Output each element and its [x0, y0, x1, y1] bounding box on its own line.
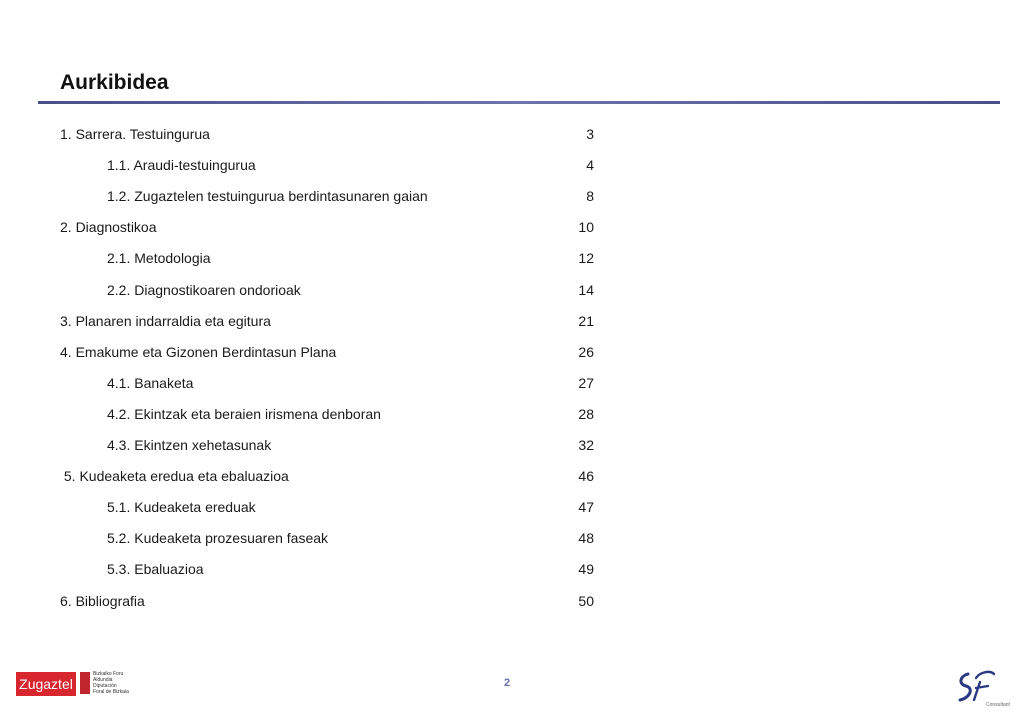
toc-entry-page: 26 — [578, 343, 594, 360]
toc-entry-page: 49 — [578, 561, 594, 578]
institution-line: Aldundia — [93, 677, 113, 683]
toc-entry-title: 2. Diagnostikoa — [60, 219, 157, 236]
toc-entry[interactable] — [0, 186, 600, 206]
toc-entry-page: 8 — [586, 188, 594, 205]
page-number: 2 — [504, 677, 511, 689]
toc-entry-page: 47 — [578, 499, 594, 516]
toc-entry[interactable] — [0, 435, 600, 455]
page-title: Aurkibidea — [60, 71, 169, 94]
sf-logo-caption: Consultants — [986, 702, 1010, 708]
toc-entry-page: 12 — [578, 250, 594, 267]
toc-entry-title: 1.2. Zugaztelen testuingurua berdintasunaren gaian — [107, 188, 428, 205]
institution-line: Foral de Bizkaia — [93, 689, 129, 695]
toc-entry-title: 2.2. Diagnostikoaren ondorioak — [107, 281, 301, 298]
toc-entry-page: 21 — [578, 312, 594, 329]
toc-entry-page: 3 — [586, 126, 594, 142]
toc-entry-page: 50 — [578, 592, 594, 609]
bizkaia-shield-icon — [80, 672, 90, 694]
toc-entry-page: 28 — [578, 405, 594, 422]
zugaztel-logo-text: Zugaztel — [16, 672, 76, 696]
toc-entry-title: 2.1. Metodologia — [107, 250, 211, 267]
toc-entry-title: 6. Bibliografia — [60, 592, 145, 609]
bizkaia-institution-text — [93, 671, 133, 695]
toc-entry-title: 4. Emakume eta Gizonen Berdintasun Plana — [60, 343, 337, 360]
toc-entry-title: 3. Planaren indarraldia eta egitura — [60, 312, 271, 329]
toc-entry-title: 1. Sarrera. Testuingurua — [60, 126, 210, 142]
toc-entry-title: 4.2. Ekintzak eta beraien irismena denboran — [107, 405, 381, 422]
toc-entry[interactable] — [0, 248, 600, 268]
toc-entry-title: 5.2. Kudeaketa prozesuaren faseak — [107, 530, 329, 547]
toc-entry[interactable] — [0, 373, 600, 393]
toc-entry-page: 46 — [578, 468, 594, 485]
toc-entry[interactable] — [0, 466, 600, 486]
toc-entry[interactable] — [0, 342, 600, 362]
toc-entry-title: 4.1. Banaketa — [107, 374, 194, 391]
toc-entry-page: 10 — [578, 219, 594, 236]
institution-line: Diputación — [93, 683, 117, 689]
toc-entry[interactable] — [0, 155, 600, 175]
toc-entry[interactable] — [0, 217, 600, 237]
toc-entry[interactable] — [0, 404, 600, 424]
zugaztel-logo — [16, 670, 129, 696]
toc-entry[interactable] — [0, 311, 600, 331]
toc-entry[interactable] — [0, 591, 600, 611]
toc-entry-title: 1.1. Araudi-testuingurua — [107, 157, 256, 174]
toc-entry-title: 4.3. Ekintzen xehetasunak — [107, 437, 272, 453]
toc-entry-title: 5.3. Ebaluazioa — [107, 561, 204, 578]
institution-line: Bizkaiko Foru — [93, 671, 124, 677]
toc-entry[interactable] — [0, 528, 600, 548]
toc-entry[interactable] — [0, 497, 600, 517]
sf-consultants-logo — [950, 668, 1010, 708]
toc-entry-page: 4 — [586, 157, 594, 174]
toc-entry[interactable] — [0, 124, 600, 144]
toc-entry-title: 5.1. Kudeaketa ereduak — [107, 499, 256, 516]
toc-entry-title: 5. Kudeaketa eredua eta ebaluazioa — [60, 468, 289, 485]
toc-entry-page: 27 — [578, 374, 594, 391]
toc-entry-page: 32 — [578, 437, 594, 453]
sf-logo-icon — [950, 668, 1010, 708]
toc-entry[interactable] — [0, 280, 600, 300]
toc-entry-page: 48 — [578, 530, 594, 547]
toc-entry[interactable] — [0, 559, 600, 579]
toc-entry-page: 14 — [578, 281, 594, 298]
